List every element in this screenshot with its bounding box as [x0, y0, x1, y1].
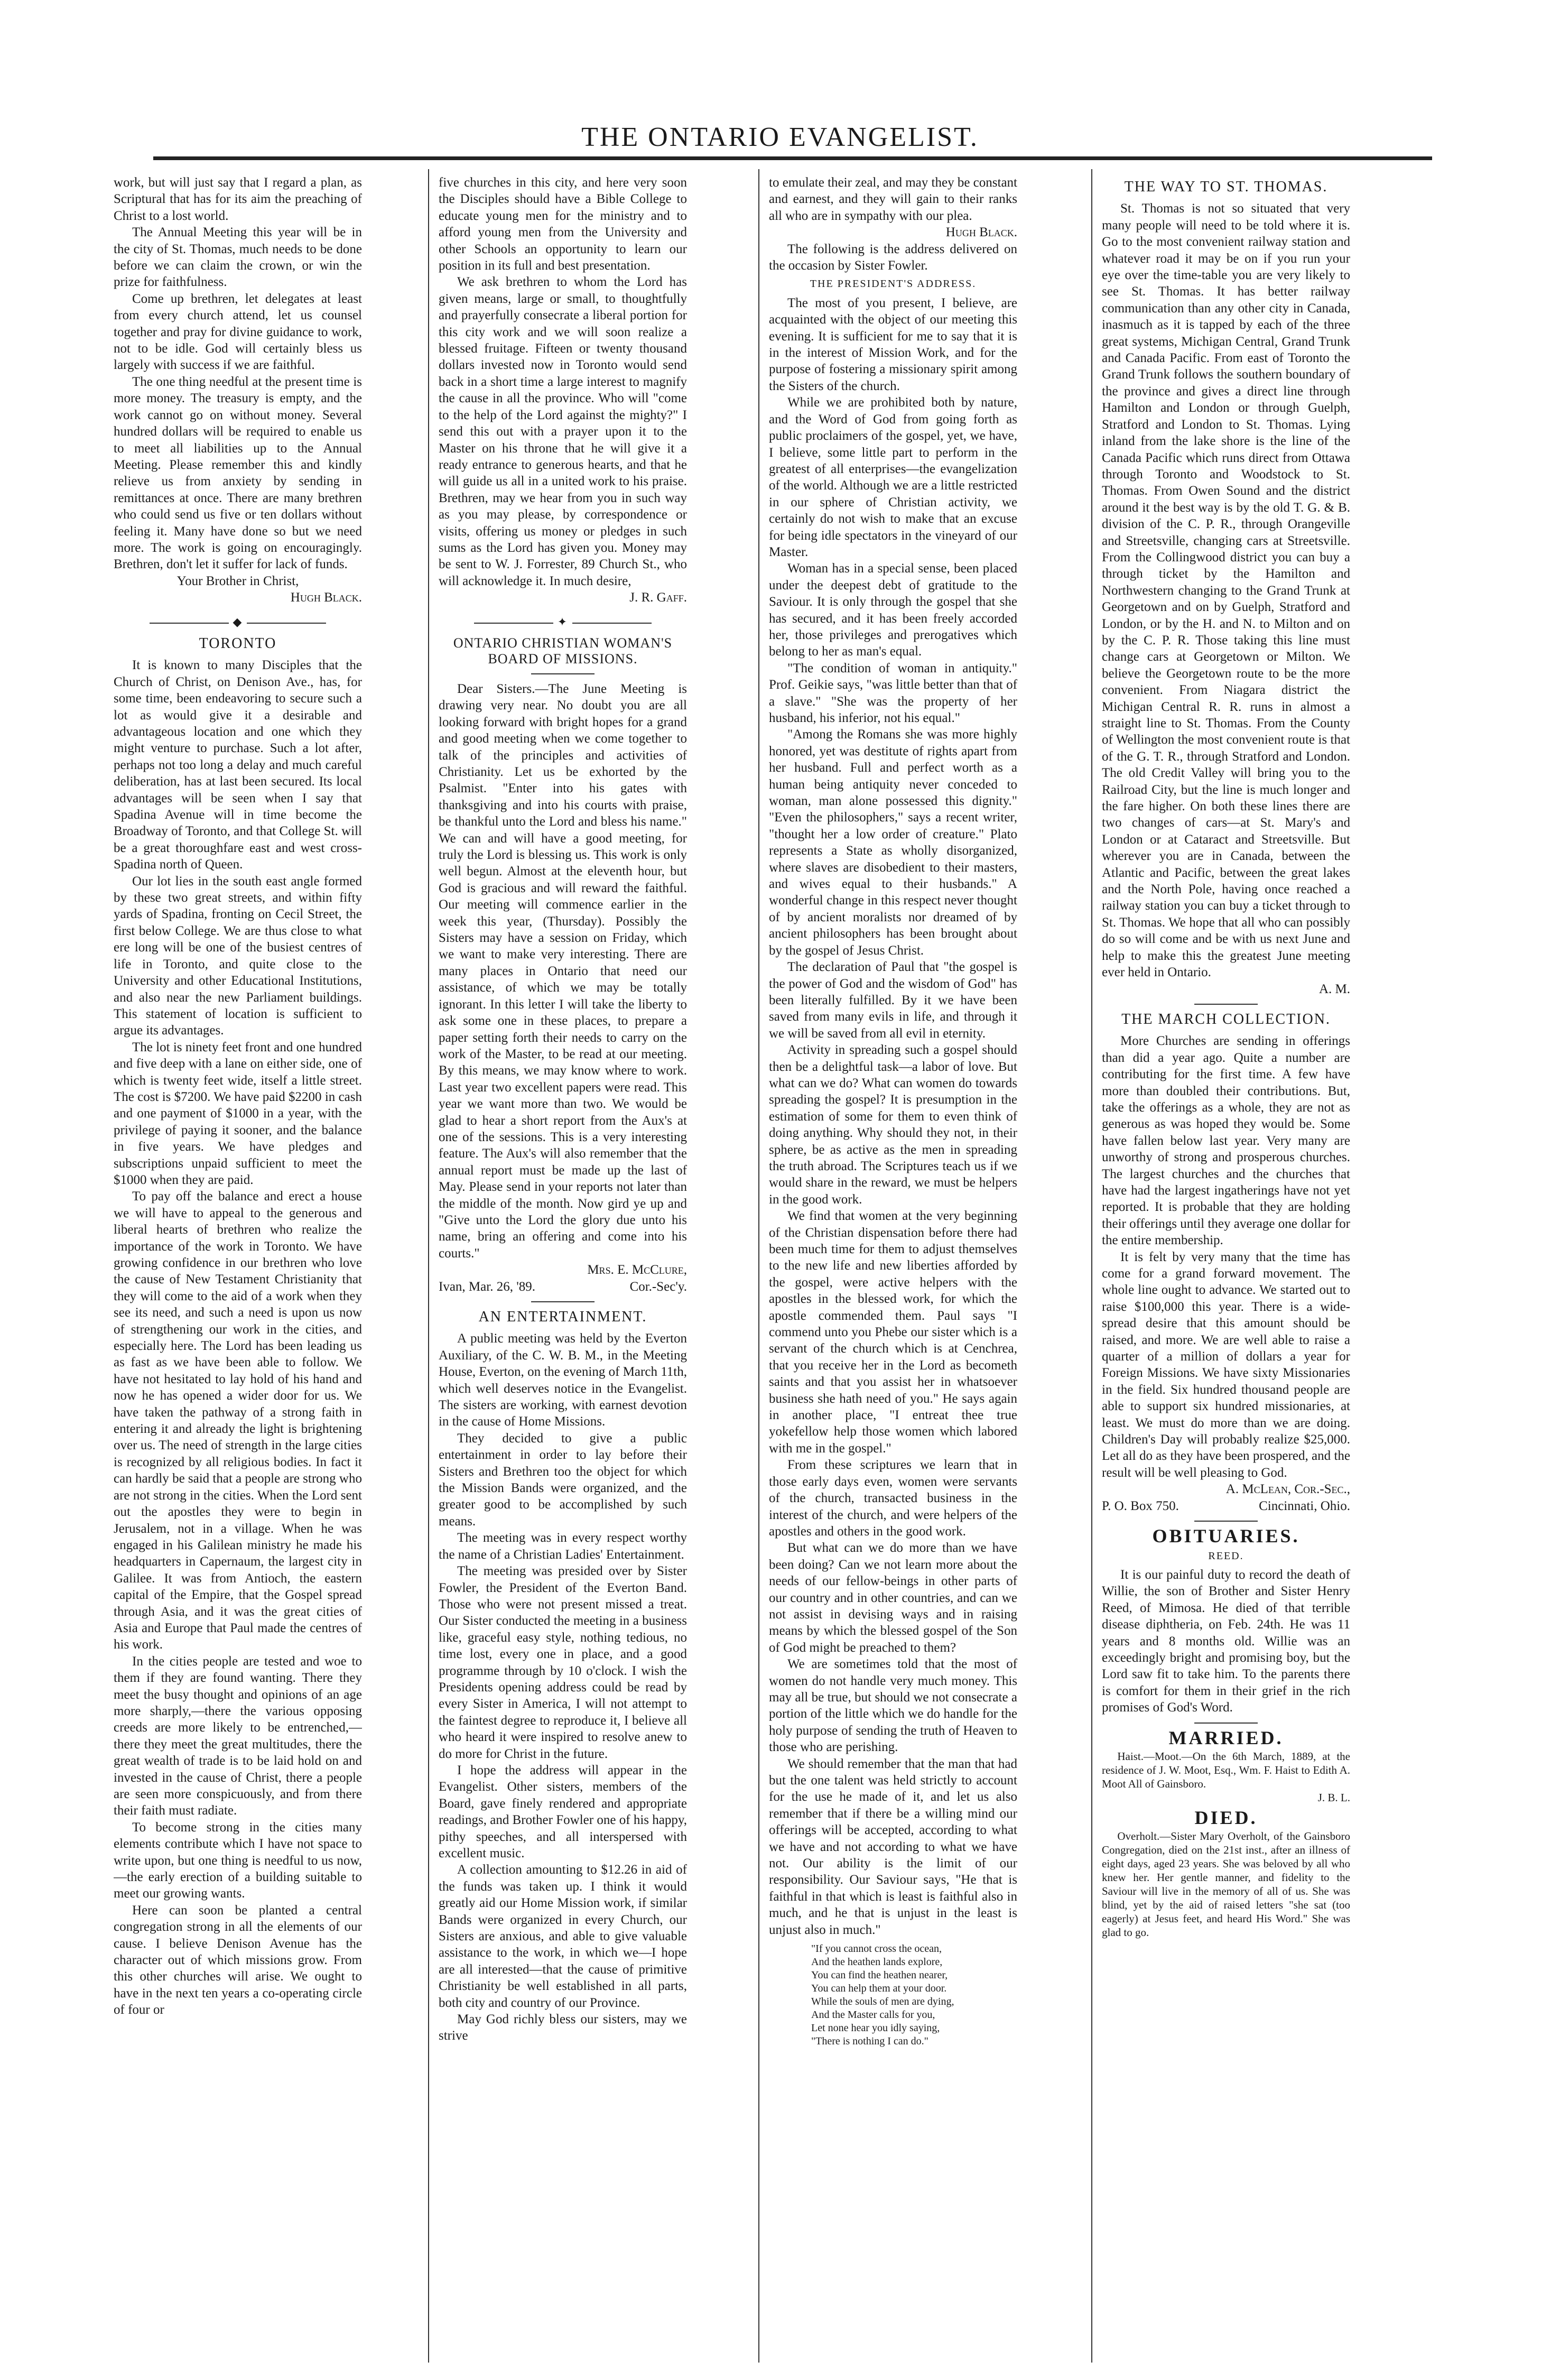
column-3 — [769, 174, 1017, 2363]
section-heading-address: THE PRESIDENT'S ADDRESS. — [810, 278, 977, 290]
column-1 — [114, 174, 362, 2363]
po-box: P. O. Box 750. — [1102, 1498, 1179, 1513]
paragraph: We should remember that the man that had but the one talent was held strictly to account for the use he made of it, and let us also remember that if there be a willing mind our offerings will be accepted, according to what we have and not according to what we have not. Our ability is the limit of our responsibility. Our Saviour says, "He that is faithful in that which is least is faithful also in much, and he that is unjust in the least is unjust also in much." — [769, 1756, 1017, 1937]
dateline — [439, 1279, 687, 1295]
obituary-name: REED. — [1208, 1550, 1244, 1562]
paragraph: The meeting was presided over by Sister Fowler, the President of the Everton Band. Those who were not present missed a treat. Our Sister conducted the meeting in a business like, graceful easy style, nothing tedious, no time lost, every one in place, and a good programme through by 10 o'clock. I wish the Presidents opening address could be read by every Sister in America, I will not attempt to the faintest degree to reproduce it, I believe all who heard it were inspired to resolve anew to do more for Christ in the future. — [439, 1564, 687, 1761]
divider-ornament: ✦ — [439, 614, 687, 630]
signature: Mrs. E. McClure, — [587, 1263, 687, 1277]
section-heading-died: DIED. — [1194, 1807, 1258, 1828]
paragraph: To become strong in the cities many elements contribute which I have not space to write upon, but one thing is needful to us now,—the early erection of a building suitable to meet our growing wants. — [114, 1820, 362, 1901]
paragraph: work, but will just say that I regard a plan, as Scriptural that has for its aim the preaching of Christ to a lost world. — [114, 175, 362, 223]
paragraph: Here can soon be planted a central congregation strong in all the elements of our cause. I believe Denison Avenue has the character out of which missions grow. From this other churches will arise. We ought to have in the next ten years a co-operating circle of four or — [114, 1903, 362, 2017]
masthead: THE ONTARIO EVANGELIST. — [581, 122, 979, 152]
divider — [1194, 1723, 1258, 1724]
section-heading-way: THE WAY TO ST. THOMAS. — [1124, 179, 1328, 195]
paragraph: Haist.—Moot.—On the 6th March, 1889, at the residence of J. W. Moot, Esq., Wm. F. Haist to Edith A. Moot All of Gainsboro. — [1102, 1749, 1350, 1790]
divider — [1194, 1521, 1258, 1522]
title: Cor.-Sec'y. — [629, 1279, 687, 1294]
paragraph: The one thing needful at the present time is more money. The treasury is empty, and the work cannot go on without money. Several hundred dollars will be required to enable us to meet all liabilities up to the Annual Meeting. Please remember this and kindly relieve us from anxiety by sending in remittances at once. There are many brethren who could send us five or ten dollars without feeling it. Many have done so but we need more. The work is going on encouragingly. Brethren, don't let it suffer for lack of funds. — [114, 374, 362, 572]
masthead-rule — [153, 156, 1432, 160]
place-date: Ivan, Mar. 26, '89. — [439, 1279, 535, 1294]
paragraph: A public meeting was held by the Everton Auxiliary, of the C. W. B. M., in the Meeting House, Everton, on the evening of March 11th, which well deserves notice in the Evangelist. The sisters are working, with earnest devotion in the cause of Home Missions. — [439, 1331, 687, 1429]
paragraph: five churches in this city, and here very soon the Disciples should have a Bible College to educate young men for the ministry and to afford young men from the University and other Schools an opportunity to learn our position in its full and best presentation. — [439, 175, 687, 273]
paragraph: "The condition of woman in antiquity." Prof. Geikie says, "was little better than that of a slave." "She was the property of her husband, his inferior, not his equal." — [769, 661, 1017, 725]
paragraph: It is our painful duty to record the death of Willie, the son of Brother and Sister Henry Reed, of Mimosa. He died of that terrible disease diphtheria, on Feb. 24th. He was 11 years and 8 months old. Willie was an exceedingly bright and promising boy, but the Lord saw fit to take him. To the parents there is comfort for them in their grief in the rich promises of God's Word. — [1102, 1567, 1350, 1715]
paragraph: We ask brethren to whom the Lord has given means, large or small, to thoughtfully and prayerfully consecrate a liberal portion for this city work and we will soon realize a blessed fruitage. Fifteen or twenty thousand dollars invested now in Toronto would send back in a short time a large interest to magnify the cause in all the province. Who will "come to the help of the Lord against the mighty?" I send this out with a prayer upon it to the Master on his throne that he will give it a ready entrance to generous hearts, and that he will guide us all in a united work to his praise. Brethren, may we hear from you in such way as you may please, by correspondence or visits, offering us money or pledges in such sums as the Lord has given you. Money may be sent to W. J. Forrester, 89 Church St., who will acknowledge it. In much desire, — [439, 275, 687, 588]
paragraph: More Churches are sending in offerings than did a year ago. Quite a number are contributing for the first time. A few have more than doubled their contributions. But, take the offerings as a whole, they are not as generous as was hoped they would be. Some have fallen below last year. Very many are unworthy of strong and prosperous churches. The largest churches and the churches that have had the largest ingatherings have not yet reported. It is probable that they are holding their offerings until they average one dollar for the entire membership. — [1102, 1034, 1350, 1248]
section-heading-entertainment: AN ENTERTAINMENT. — [478, 1309, 647, 1325]
paragraph: Our lot lies in the south east angle formed by these two great streets, and within fifty yards of Spadina, fronting on Cecil Street, the first below College. We are thus close to what ere long will be one of the busiest centres of life in Toronto, and quite close to the University and other Educational Institutions, and also near the new Parliament buildings. This statement of location is sufficient to argue its advantages. — [114, 874, 362, 1038]
section-heading-married: MARRIED. — [1168, 1727, 1284, 1748]
paragraph: The declaration of Paul that "the gospel is the power of God and the wisdom of God" has been literally fulfilled. By it we have been saved from many evils in life, and through it we will be saved from all evil in eternity. — [769, 960, 1017, 1041]
paragraph: The meeting was in every respect worthy the name of a Christian Ladies' Entertainment. — [439, 1531, 687, 1562]
section-heading-march: THE MARCH COLLECTION. — [1121, 1011, 1331, 1027]
paragraph: Dear Sisters.—The June Meeting is drawing very near. No doubt you are all looking forward with bright hopes for a grand and good meeting when we come together to talk of the principles and activities of Christianity. Let us be exhorted by the Psalmist. "Enter into his gates with thanksgiving and into his courts with praise, be thankful unto the Lord and bless his name." We can and will have a good meeting, for truly the Lord is blessing us. This work is only well begun. Almost at the eleventh hour, but God is gracious and will reward the faithful. Our meeting will commence earlier in the week this year, (Thursday). Possibly the Sisters may have a session on Friday, which we want to make very interesting. There are many places in Ontario that need our assistance, of which we may be totally ignorant. In this letter I will take the liberty to ask some one in these places, to prepare a paper setting forth their needs to carry on the work of the Master, to be read at our meeting. By this means, we may know where to work. Last year two excellent papers were read. This year we want more than two. We would be glad to hear a short report from the Aux's at one of the sessions. This is a very interesting feature. The Aux's will also remember that the annual report must be made up the last of May. Please send in your reports not later than the middle of the month. Now gird ye up and "Give unto the Lord the glory due unto his name, bring an offering and come into his courts." — [439, 681, 687, 1261]
section-heading-toronto: TORONTO — [199, 635, 277, 652]
closing: Your Brother in Christ, — [177, 573, 299, 588]
signature: A. M. — [1318, 981, 1350, 996]
poem-line: You can help them at your door. — [811, 1983, 947, 1995]
signature: Hugh Black. — [290, 590, 362, 605]
poem-line: "If you cannot cross the ocean, — [811, 1943, 942, 1955]
poem — [811, 1942, 1017, 2048]
paragraph: We find that women at the very beginning of the Christian dispensation before there had been much time for them to adjust themselves to the new life and new liberties afforded by the gospel, were active helpers with the apostles in the blessed work, for which the apostle commended them. Paul says "I commend unto you Phebe our sister which is a servant of the church which is at Cenchrea, that you receive her in the Lord as becometh saints and that you assist her in whatsoever business she hath need of you." He says again in another place, "I entreat thee true yokefellow help those women which labored with me in the gospel." — [769, 1209, 1017, 1456]
section-heading-obituaries: OBITUARIES. — [1152, 1525, 1300, 1547]
paragraph: In the cities people are tested and woe to them if they are found wanting. There they meet the busy thought and opinions of an age more sharply,—there the various opposing creeds are more likely to be entrenched,—there they meet the great multitudes, there the great wealth of trade is to be laid hold on and invested in the cause of Christ, there a people are seen more conspicuously, and from there their faith must radiate. — [114, 1654, 362, 1818]
paragraph: A collection amounting to $12.26 in aid of the funds was taken up. I think it would greatly aid our Home Mission work, if similar Bands were organized in every Church, our Sisters are anxious, and able to give valuable assistance to the work, in which we—I hope are all interested—that the cause of primitive Christianity be well established in all parts, both city and country of our Province. — [439, 1863, 687, 2010]
address-line — [1102, 1498, 1350, 1514]
divider — [531, 1301, 595, 1302]
column-divider — [758, 169, 759, 2363]
signature: J. B. L. — [1317, 1791, 1350, 1804]
signature: Hugh Black. — [945, 225, 1017, 240]
paragraph: We are sometimes told that the most of women do not handle very much money. This may all be true, but should we not consecrate a portion of the little which we do handle for the holy purpose of sending the truth of Heaven to those who are perishing. — [769, 1657, 1017, 1755]
city: Cincinnati, Ohio. — [1259, 1498, 1350, 1513]
column-4 — [1102, 174, 1350, 2363]
paragraph: Activity in spreading such a gospel should then be a delightful task—a labor of love. But what can we do? What can women do towards spreading the gospel? It is presumption in the estimation of some for them to even think of doing anything. Why should they not, in their sphere, be as active as the men in spreading the truth abroad. The Scriptures teach us if we would share in the reward, we must be helpers in the good work. — [769, 1043, 1017, 1207]
signature: A. McLean, Cor.-Sec., — [1225, 1482, 1350, 1497]
column-divider — [428, 169, 429, 2363]
poem-line: While the souls of men are dying, — [811, 1996, 954, 2008]
poem-line: "There is nothing I can do." — [811, 2035, 928, 2048]
column-divider — [1091, 169, 1092, 2363]
poem-line: And the Master calls for you, — [811, 2009, 935, 2021]
paragraph: The most of you present, I believe, are acquainted with the object of our meeting this evening. It is sufficient for me to say that it is in the interest of Mission Work, and for the purpose of fostering a missionary spirit among the Sisters of the church. — [769, 295, 1017, 393]
paragraph: Overholt.—Sister Mary Overholt, of the Gainsboro Congregation, died on the 21st inst., after an illness of eight days, aged 23 years. She was beloved by all who knew her. Her gentle manner, and fidelity to the Saviour will live in the memory of all of us. She was blind, yet by the aid of raised letters "she sat (too eagerly) at Jesus feet, and heard His Word." She was glad to go. — [1102, 1830, 1350, 1939]
paragraph: Woman has in a special sense, been placed under the deepest debt of gratitude to the Saviour. It is only through the gospel that she has secured, and it has been freely accorded her, those privileges and prerogatives which belong to her as man's equal. — [769, 561, 1017, 659]
divider — [531, 673, 595, 674]
paragraph: It is felt by very many that the time has come for a grand forward movement. The whole line ought to advance. We started out to raise $100,000 this year. There is a wide-spread desire that this amount should be raised, and more. We are well able to raise a quarter of a million of dollars a year for Foreign Missions. We have sixty Missionaries in the field. Six hundred thousand people are able to support six hundred missionaries, at least. We must do more than we are doing. Children's Day will probably realize $25,000. Let all do as they have been prospered, and the result will be well pleasing to God. — [1102, 1249, 1350, 1480]
paragraph: I hope the address will appear in the Evangelist. Other sisters, members of the Board, gave finely rendered and appropriate readings, and Brother Fowler one of his happy, pithy speeches, and all interspersed with excellent music. — [439, 1763, 687, 1860]
paragraph: St. Thomas is not so situated that very many people will need to be told where it is. Go to the most convenient railway station and whatever road it may be on if you run your eye over the time-table you are very likely to see St. Thomas. It has better railway communication than any other city in Canada, inasmuch as it is tapped by each of the three great systems, Michigan Central, Grand Trunk and Canada Pacific. From east of Toronto the Grand Trunk follows the southern boundary of the province and gives a direct line through Hamilton and London or through Guelph, Stratford and London to St. Thomas. Lying inland from the lake shore is the line of the Canada Pacific which runs direct from Ottawa through Toronto and Woodstock to St. Thomas. From Owen Sound and the district around it the best way is by the old T. G. & B. division of the C. P. R., through Orangeville and Streetsville, changing cars at Streetsville. From the Collingwood district you can buy a through ticket by the Hamilton and Northwestern changing to the Grand Trunk at Georgetown and on by Guelph, Stratford and London, or by the H. and N. to Milton and on by the C. P. R. Those taking this line must change cars at Georgetown or Milton. We believe the Georgetown route to be the more convenient. From Niagara district the Michigan Central R. R. runs in almost a straight line to St. Thomas. From the County of Wellington the most convenient route is that of the G. T. R., through Stratford and London. The old Credit Valley will bring you to the Railroad City, but the line is much longer and the fare higher. On both these lines there are two changes of cars—at St. Mary's and London or at Cataract and Streetsville. But wherever you are in Canada, between the Atlantic and Pacific, between the great lakes and the North Pole, having once reached a railway station you can buy a ticket through to St. Thomas. We hope that all who can possibly do so will come and be with us next June and help to make this the greatest June meeting ever held in Ontario. — [1102, 201, 1350, 980]
paragraph: May God richly bless our sisters, may we strive — [439, 2012, 687, 2043]
paragraph: It is known to many Disciples that the Church of Christ, on Denison Ave., has, for some time, been endeavoring to secure such a lot as would give it a desirable and advantageous location and one which they might venture to purchase. Such a lot after, perhaps not too long a delay and much careful deliberation, has at last been secured. Its local advantages will be seen when I say that Spadina Avenue will in time become the Broadway of Toronto, and that College St. will be a great thoroughfare east and west cross-Spadina north of Queen. — [114, 658, 362, 872]
paragraph: To pay off the balance and erect a house we will have to appeal to the generous and liberal hearts of brethren who realize the importance of the work in Toronto. We have growing confidence in our brethren who love the cause of New Testament Christianity that they will come to the aid of a work when they see its need, and such a need is upon us now of strengthening our work in the cities, and especially here. The Lord has been leading us as fast as we have been able to follow. We have not hesitated to lay hold of his hand and now he has opened a wider door for us. We have taken the pathway of a strong faith in entering it and already the light is brightening over us. The need of strength in the large cities is recognized by all religious bodies. In fact it can hardly be said that a people are strong who are not strong in the cities. When the Lord sent out the apostles they were to begin in Jerusalem, not in a village. When he was engaged in his Galilean ministry he made his headquarters in Capernaum, the largest city in Galilee. It was from Antioch, the eastern capital of the Empire, that the Gospel spread through Asia, and it was the great cities of Asia and Europe that Paul made the centres of his work. — [114, 1189, 362, 1652]
paragraph: to emulate their zeal, and may they be constant and earnest, and they will gain to their ranks all who are in sympathy with our plea. — [769, 175, 1017, 223]
paragraph: While we are prohibited both by nature, and the Word of God from going forth as public proclaimers of the gospel, yet, we have, I believe, some little part to perform in the greatest of all enterprises—the evangelization of the world. Although we are a little restricted in our sphere of Christian activity, we certainly do not wish to make that an excuse for being idle spectators in the vineyard of our Master. — [769, 395, 1017, 559]
paragraph: From these scriptures we learn that in those early days even, women were servants of the church, transacted business in the interest of the church, and were helpers of the apostles and others in the good work. — [769, 1458, 1017, 1539]
paragraph: But what can we do more than we have been doing? Can we not learn more about the needs of our fellow-beings in other parts of our country and in other countries, and can we not assist in devising ways and in raising means by which the blessed gospel of the Son of God might be preached to them? — [769, 1541, 1017, 1655]
column-2 — [439, 174, 687, 2363]
poem-line: You can find the heathen nearer, — [811, 1969, 948, 1981]
poem-line: Let none hear you idly saying, — [811, 2022, 940, 2034]
paragraph: The following is the address delivered on the occasion by Sister Fowler. — [769, 242, 1017, 273]
paragraph: "Among the Romans she was more highly honored, yet was destitute of rights apart from her husband. Full and perfect worth as a human being antiquity never conceded to woman, man alone possessed this dignity." "Even the philosophers," says a recent writer, "thought her a low order of creature." Plato represents a State as wholly disorganized, where slaves are disobedient to their masters, and wives equal to their husbands." A wonderful change in this respect never thought of by ancient moralists nor dreamed of by ancient philosophers has been brought about by the gospel of Jesus Christ. — [769, 727, 1017, 958]
divider-ornament: ◆ — [114, 614, 362, 630]
paragraph: They decided to give a public entertainment in order to lay before their Sisters and Brethren too the object for which the Mission Bands were organized, and the greater good to be accomplished by such means. — [439, 1431, 687, 1529]
signature: J. R. Gaff. — [629, 590, 687, 605]
section-heading-board: ONTARIO CHRISTIAN WOMAN'S BOARD OF MISSIONS. — [453, 635, 673, 666]
divider — [1194, 1004, 1258, 1005]
paragraph: Come up brethren, let delegates at least from every church attend, let us counsel together and pray for divine guidance to work, not to be idle. God will certainly bless us largely with success if we are faithful. — [114, 291, 362, 373]
paragraph: The Annual Meeting this year will be in the city of St. Thomas, much needs to be done before we can claim the crown, or win the prize for faithfulness. — [114, 225, 362, 290]
paragraph: The lot is ninety feet front and one hundred and five deep with a lane on either side, one of which is twenty feet wide, itself a little street. The cost is $7200. We have paid $2200 in cash and one payment of $1000 in a year, with the privilege of paying it sooner, and the balance in five years. We have pledges and subscriptions unpaid sufficient to meet the $1000 when they are paid. — [114, 1040, 362, 1187]
poem-line: And the heathen lands explore, — [811, 1956, 943, 1968]
